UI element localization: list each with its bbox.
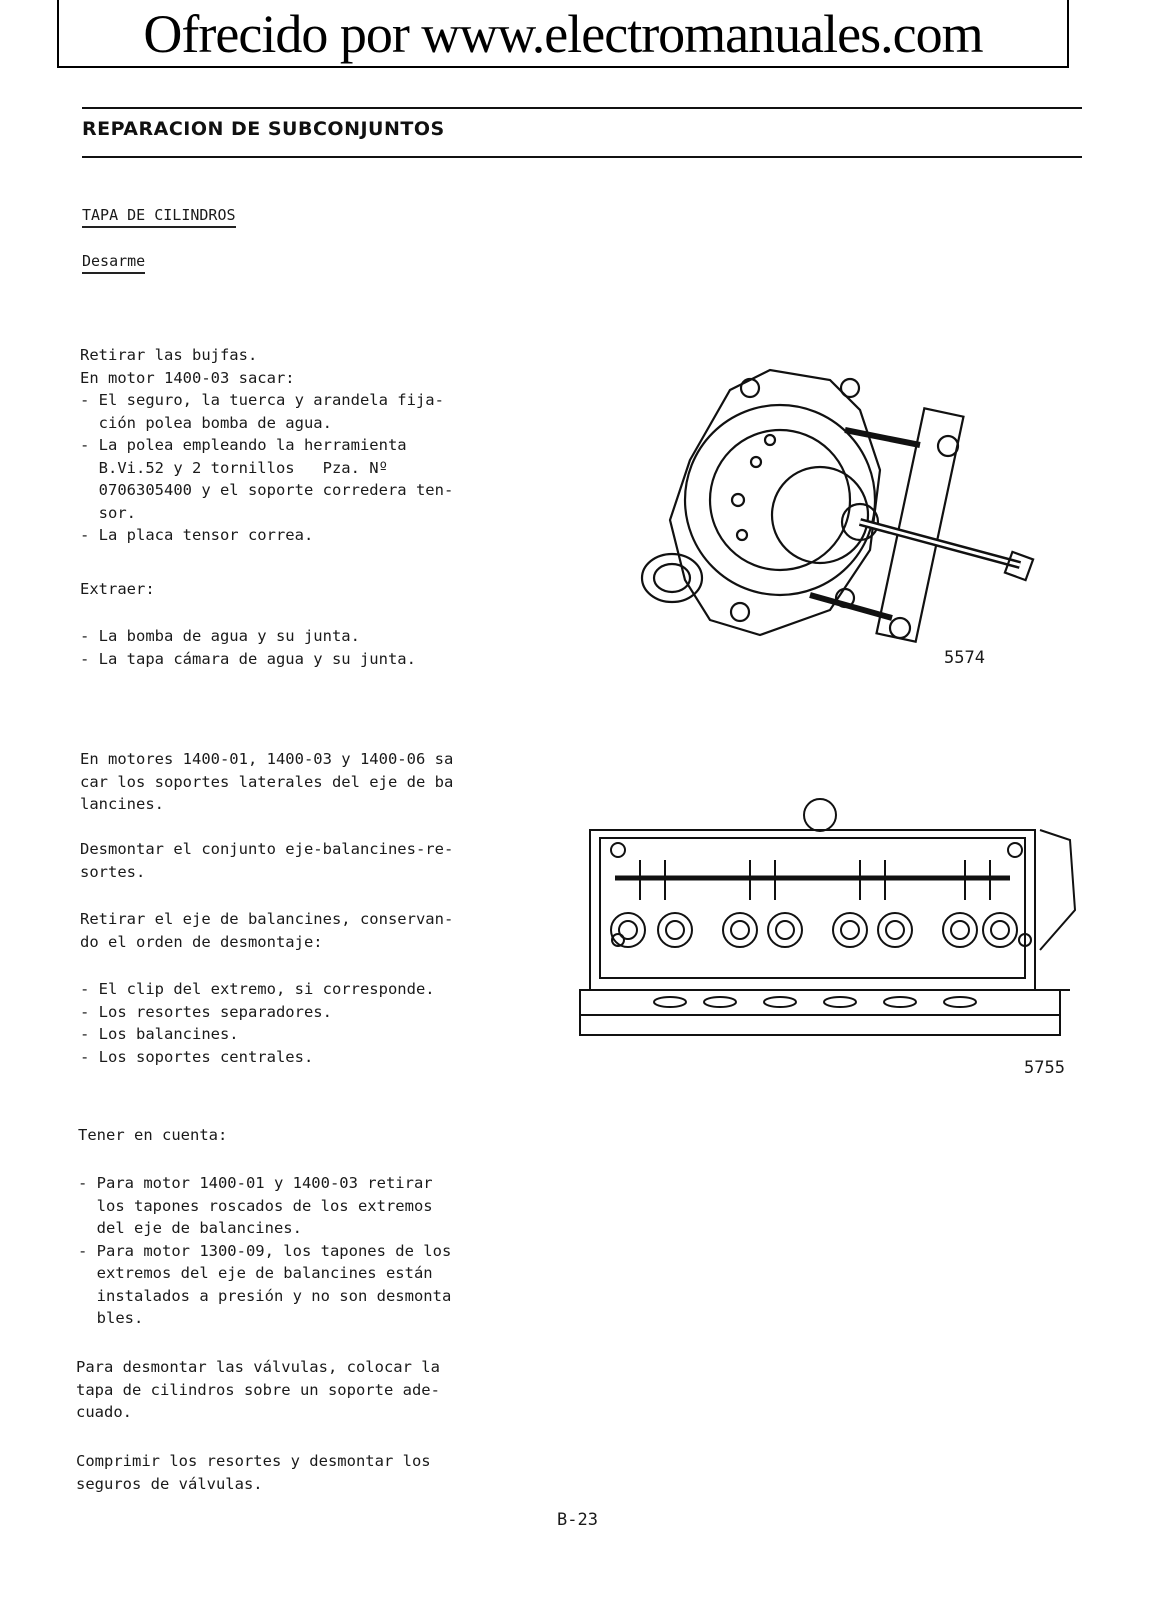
list-extraer: - La bomba de agua y su junta. - La tapa cámara de agua y su junta. [80,627,416,668]
paragraph-retirar-bujias: Retirar las bujfas. En motor 1400-03 sacar: - El seguro, la tuerca y arandela fija- ción polea bomba de agua. - La polea empleando la herramienta B.Vi.52 y 2 tornillos Pza. Nº 0706305400 y el soporte corredera ten- sor. - La placa tensor correa. [80,346,454,544]
paragraph-desmontar-valvulas: Para desmontar las válvulas, colocar la tapa de cilindros sobre un soporte ade- cuado. [76,1358,440,1421]
heading-tapa-de-cilindros: TAPA DE CILINDROS [82,206,236,228]
section-title: REPARACION DE SUBCONJUNTOS [82,118,445,140]
top-rule [82,107,1082,109]
figure-number-5755: 5755 [1024,1058,1065,1078]
paragraph-comprimir-resortes: Comprimir los resortes y desmontar los seguros de válvulas. [76,1452,431,1493]
label-tener-en-cuenta: Tener en cuenta: [78,1126,228,1144]
label-extraer: Extraer: [80,580,155,598]
paragraph-retirar-eje: Retirar el eje de balancines, conservan- do el orden de desmontaje: [80,910,454,951]
heading-desarme: Desarme [82,252,145,274]
list-tener-en-cuenta: - Para motor 1400-01 y 1400-03 retirar los tapones roscados de los extremos del eje de balancines. - Para motor 1300-09, los tapones de los extremos del eje de balancines están instalados a presión y no son desmonta bles. [78,1174,452,1327]
list-desmontaje: - El clip del extremo, si corresponde. - Los resortes separadores. - Los balancines. - Los soportes centrales. [80,980,435,1066]
bottom-rule [82,156,1082,158]
page-number: B-23 [557,1510,598,1530]
figure-water-pump-puller [630,350,1050,650]
figure-cylinder-head [570,790,1080,1050]
site-banner: Ofrecido por www.electromanuales.com [57,0,1069,68]
figure-number-5574: 5574 [944,648,985,668]
paragraph-desmontar-conjunto: Desmontar el conjunto eje-balancines-re- sortes. [80,840,454,881]
paragraph-soportes-laterales: En motores 1400-01, 1400-03 y 1400-06 sa car los soportes laterales del eje de ba lancines. [80,750,454,813]
